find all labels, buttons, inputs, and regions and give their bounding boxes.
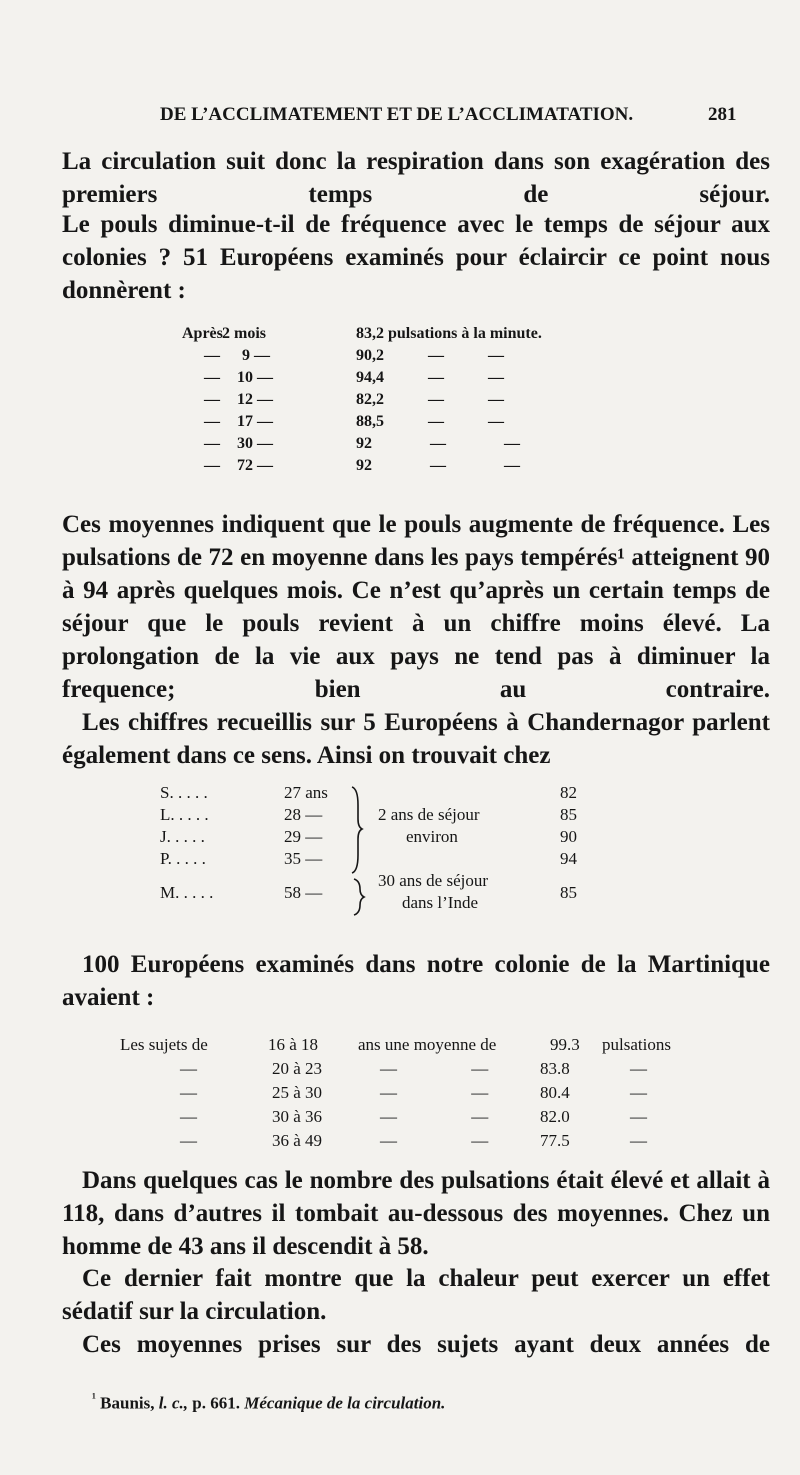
paragraph-7 [62, 1262, 770, 1328]
cell: — — [380, 1131, 489, 1150]
cell: 90,2 — — [356, 347, 504, 364]
cell: 27 ans [284, 783, 328, 802]
paragraph-5 [62, 948, 770, 1014]
cell: 82,2 — — [356, 391, 504, 408]
footnote-page: p. 661. [192, 1393, 240, 1413]
paragraph-5-text: 100 Européens examinés dans notre colonie de la Martinique avaient : [62, 951, 770, 1011]
cell: 83,2 pulsations à la minute. [356, 325, 542, 342]
cell: M. . . . . [160, 883, 214, 902]
footnote-title: Mécanique de la circulation. [244, 1393, 446, 1413]
cell: — [630, 1083, 647, 1102]
cell: L. . . . . [160, 805, 209, 824]
cell: 72 — [237, 457, 273, 474]
footnote-ref: l. c., [158, 1393, 189, 1413]
cell: 85 [560, 805, 577, 824]
page-number: 281 [708, 104, 737, 125]
cell: 36 à 49 [272, 1131, 323, 1150]
cell: 9 — [242, 347, 270, 364]
cell: — [180, 1131, 197, 1150]
cell: 25 à 30 [272, 1083, 323, 1102]
cell: — [204, 369, 220, 386]
cell: 2 mois [222, 325, 266, 342]
cell: 80.4 [540, 1083, 570, 1102]
paragraph-8-text: Ces moyennes prises sur des sujets ayant deux années de [82, 1331, 770, 1358]
paragraph-4-text: Les chiffres recueillis sur 5 Européens à Chandernagor parlent également dans ce sens. Ainsi on trouvait chez [62, 709, 770, 769]
cell: P. . . . . [160, 849, 206, 868]
cell: 35 — [284, 849, 323, 868]
paragraph-4 [62, 706, 770, 772]
cell: — — [380, 1107, 489, 1126]
cell: 85 [560, 883, 577, 902]
cell: — — [380, 1059, 489, 1078]
cell: — [180, 1059, 197, 1078]
cell: 77.5 [540, 1131, 570, 1150]
cell: 88,5 — — [356, 413, 504, 430]
paragraph-6-text: Dans quelques cas le nombre des pulsations était élevé et allait à 118, dans d’autres il tombait au-dessous des moyennes. Chez un homme de 43 ans il descendit à 58. [62, 1167, 770, 1260]
cell: environ [406, 827, 458, 846]
paragraph-1 [62, 145, 770, 211]
cell: 29 — [284, 827, 323, 846]
cell: 94 [560, 849, 577, 868]
brace-icon [348, 785, 368, 921]
paragraph-1-text: La circulation suit donc la respiration dans son exagération des premiers temps de séjour. [62, 148, 770, 208]
cell: pulsations [602, 1035, 671, 1054]
cell: 30 à 36 [272, 1107, 323, 1126]
cell: 28 — [284, 805, 323, 824]
cell: 94,4 — — [356, 369, 504, 386]
cell: 20 à 23 [272, 1059, 323, 1078]
cell: 2 ans de séjour [378, 805, 480, 824]
cell: — [204, 435, 220, 452]
cell: 30 ans de séjour [378, 871, 489, 890]
cell: 30 — [237, 435, 273, 452]
footnote [92, 1390, 445, 1414]
footnote-marker: ¹ [92, 1390, 96, 1405]
paragraph-3 [62, 508, 770, 706]
cell: — [630, 1059, 647, 1078]
paragraph-2-text: Le pouls diminue-t-il de fréquence avec le temps de séjour aux colonies ? 51 Européens examinés pour éclaircir ce point nous donnèrent : [62, 211, 770, 304]
paragraph-2 [62, 208, 770, 307]
cell: — [630, 1131, 647, 1150]
cell: — [204, 457, 220, 474]
cell: — [204, 391, 220, 408]
cell: 17 — [237, 413, 273, 430]
cell: 12 — [237, 391, 273, 408]
footnote-author: Baunis, [100, 1393, 155, 1413]
cell: — [180, 1083, 197, 1102]
cell: — [180, 1107, 197, 1126]
cell: 83.8 [540, 1059, 570, 1078]
paragraph-6 [62, 1164, 770, 1263]
cell: Les sujets de [120, 1035, 208, 1054]
cell: — [630, 1107, 647, 1126]
running-title: DE L’ACCLIMATEMENT ET DE L’ACCLIMATATION. [160, 104, 634, 125]
cell: — — [380, 1083, 489, 1102]
cell: ans une moyenne de [358, 1035, 497, 1054]
cell: 92 — — [356, 457, 520, 474]
cell: S. . . . . [160, 783, 208, 802]
cell: dans l’Inde [402, 893, 479, 912]
cell: J. . . . . [160, 827, 205, 846]
cell: Après [182, 325, 223, 342]
cell: 58 — [284, 883, 323, 902]
cell: — [204, 413, 220, 430]
cell: 92 — — [356, 435, 520, 452]
paragraph-7-text: Ce dernier fait montre que la chaleur peut exercer un effet sédatif sur la circulation. [62, 1265, 770, 1325]
cell: 99.3 [550, 1035, 580, 1054]
cell: 82 [560, 783, 577, 802]
cell: 10 — [237, 369, 273, 386]
cell: 82.0 [540, 1107, 570, 1126]
cell: — [204, 347, 220, 364]
paragraph-8 [62, 1328, 770, 1361]
cell: 90 [560, 827, 577, 846]
cell: 16 à 18 [268, 1035, 319, 1054]
paragraph-3-text: Ces moyennes indiquent que le pouls augmente de fréquence. Les pulsations de 72 en moyenne dans les pays tempérés¹ atteignent 90 à 94 après quelques mois. Ce n’est qu’après un certain temps de séjour que le pouls revient à un chiffre moins élevé. La prolongation de la vie aux pays ne tend pas à diminuer la frequence; bien au contraire. [62, 511, 770, 703]
